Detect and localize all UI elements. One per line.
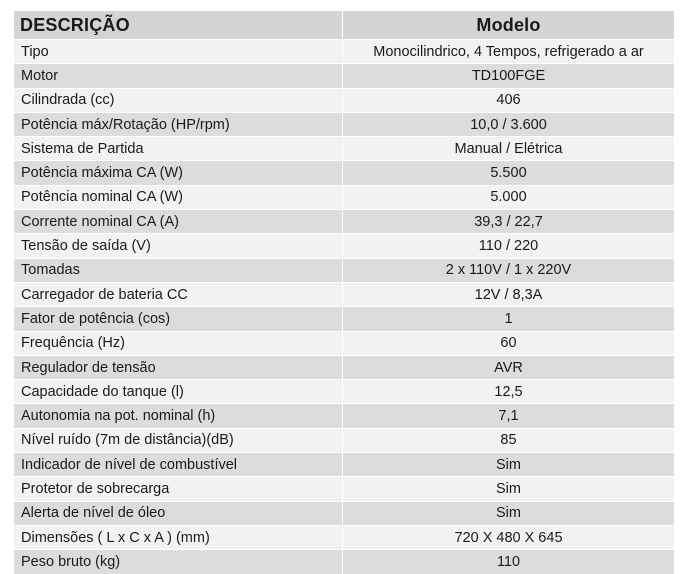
row-value: Sim (343, 476, 674, 500)
row-value: 85 (343, 428, 674, 452)
table-row (14, 185, 674, 209)
row-label: Fator de potência (cos) (14, 306, 343, 330)
table-row (14, 476, 674, 500)
row-label: Regulador de tensão (14, 355, 343, 379)
table-row (14, 209, 674, 233)
row-value: 720 X 480 X 645 (343, 525, 674, 549)
description-header: DESCRIÇÃO (14, 11, 343, 39)
row-value: 10,0 / 3.600 (343, 112, 674, 136)
row-label: Potência máx/Rotação (HP/rpm) (14, 112, 343, 136)
row-label: Peso bruto (kg) (14, 549, 343, 573)
row-value: 110 (343, 549, 674, 573)
row-value: 110 / 220 (343, 233, 674, 257)
table-row (14, 136, 674, 160)
row-value: 12V / 8,3A (343, 282, 674, 306)
table-row (14, 549, 674, 573)
table-row (14, 112, 674, 136)
row-value: 12,5 (343, 379, 674, 403)
row-label: Frequência (Hz) (14, 331, 343, 355)
row-value: Monocilindrico, 4 Tempos, refrigerado a ar (343, 39, 674, 63)
row-label: Potência máxima CA (W) (14, 160, 343, 184)
table-row (14, 403, 674, 427)
row-value: 39,3 / 22,7 (343, 209, 674, 233)
model-header: Modelo (343, 11, 674, 39)
row-label: Corrente nominal CA (A) (14, 209, 343, 233)
table-row (14, 160, 674, 184)
row-label: Nível ruído (7m de distância)(dB) (14, 428, 343, 452)
row-label: Potência nominal CA (W) (14, 185, 343, 209)
row-label: Motor (14, 63, 343, 87)
row-label: Capacidade do tanque (l) (14, 379, 343, 403)
row-value: 60 (343, 331, 674, 355)
table-row (14, 63, 674, 87)
row-label: Tomadas (14, 258, 343, 282)
table-row (14, 525, 674, 549)
table-row (14, 282, 674, 306)
table-row (14, 233, 674, 257)
table-row (14, 355, 674, 379)
row-value: Manual / Elétrica (343, 136, 674, 160)
table-row (14, 258, 674, 282)
table-row (14, 379, 674, 403)
row-value: 1 (343, 306, 674, 330)
row-label: Carregador de bateria CC (14, 282, 343, 306)
table-row (14, 331, 674, 355)
row-label: Alerta de nível de óleo (14, 501, 343, 525)
table-row (14, 452, 674, 476)
spec-table-body (14, 39, 674, 574)
row-value: AVR (343, 355, 674, 379)
table-row (14, 306, 674, 330)
spec-table (14, 11, 674, 574)
row-value: TD100FGE (343, 63, 674, 87)
row-value: 406 (343, 88, 674, 112)
table-row (14, 501, 674, 525)
row-value: 5.000 (343, 185, 674, 209)
table-row (14, 39, 674, 63)
row-value: Sim (343, 501, 674, 525)
row-label: Sistema de Partida (14, 136, 343, 160)
row-label: Cilindrada (cc) (14, 88, 343, 112)
row-label: Dimensões ( L x C x A ) (mm) (14, 525, 343, 549)
row-value: 5.500 (343, 160, 674, 184)
table-header-row (14, 11, 674, 39)
table-row (14, 428, 674, 452)
row-value: 2 x 110V / 1 x 220V (343, 258, 674, 282)
row-label: Protetor de sobrecarga (14, 476, 343, 500)
row-label: Tipo (14, 39, 343, 63)
row-value: Sim (343, 452, 674, 476)
row-label: Tensão de saída (V) (14, 233, 343, 257)
row-value: 7,1 (343, 403, 674, 427)
row-label: Indicador de nível de combustível (14, 452, 343, 476)
row-label: Autonomia na pot. nominal (h) (14, 403, 343, 427)
table-row (14, 88, 674, 112)
